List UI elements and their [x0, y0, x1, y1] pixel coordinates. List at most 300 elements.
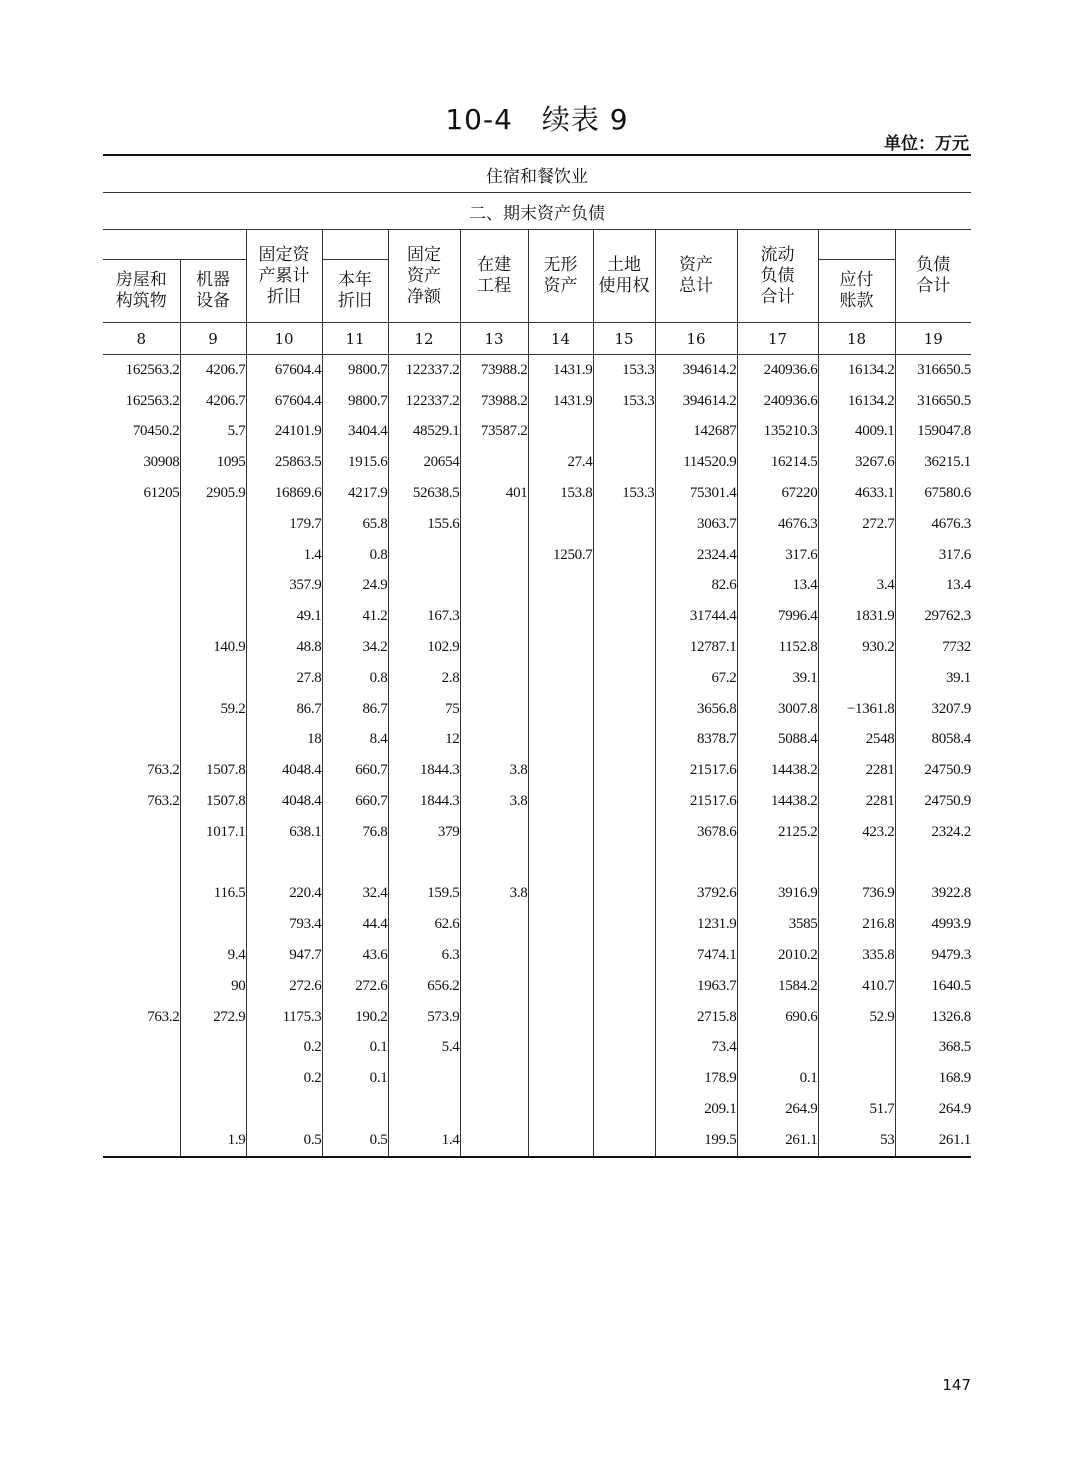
table-cell: 1640.5 — [895, 971, 971, 1002]
table-cell: 1250.7 — [528, 540, 593, 571]
table-cell — [103, 1094, 180, 1125]
table-cell: 947.7 — [246, 940, 322, 971]
table-cell: 3916.9 — [737, 879, 818, 910]
table-cell — [593, 417, 655, 448]
table-cell: 660.7 — [322, 786, 388, 817]
table-cell: 90 — [180, 971, 246, 1002]
table-cell — [593, 817, 655, 848]
table-cell — [180, 1063, 246, 1094]
table-cell: 656.2 — [388, 971, 460, 1002]
table-row — [103, 355, 971, 386]
table-cell: 25863.5 — [246, 447, 322, 478]
table-row — [103, 725, 971, 756]
table-cell: 73587.2 — [460, 417, 528, 448]
table-cell: 1431.9 — [528, 386, 593, 417]
table-cell: 53 — [818, 1125, 895, 1157]
table-cell: 3922.8 — [895, 879, 971, 910]
table-cell: 73.4 — [655, 1033, 737, 1064]
table-cell: 423.2 — [818, 817, 895, 848]
table-cell: 140.9 — [180, 632, 246, 663]
table-cell: 14438.2 — [737, 755, 818, 786]
table-cell: 29762.3 — [895, 601, 971, 632]
table-cell: 0.8 — [322, 663, 388, 694]
table-cell: 690.6 — [737, 1002, 818, 1033]
table-cell: 3207.9 — [895, 694, 971, 725]
table-cell: 65.8 — [322, 509, 388, 540]
table-cell: 0.2 — [246, 1033, 322, 1064]
table-row — [103, 663, 971, 694]
table-cell: 4206.7 — [180, 355, 246, 386]
table-row — [103, 417, 971, 448]
table-cell — [103, 509, 180, 540]
column-number: 15 — [593, 323, 655, 355]
table-row — [103, 1094, 971, 1125]
table-cell: 24750.9 — [895, 755, 971, 786]
table-row — [103, 755, 971, 786]
table-cell: 6.3 — [388, 940, 460, 971]
table-cell: 272.6 — [246, 971, 322, 1002]
table-cell: 3.8 — [460, 786, 528, 817]
table-cell: 67220 — [737, 478, 818, 509]
table-cell — [528, 909, 593, 940]
table-cell: 9.4 — [180, 940, 246, 971]
table-cell: 2281 — [818, 755, 895, 786]
table-cell — [388, 1094, 460, 1125]
table-cell — [103, 540, 180, 571]
table-cell: 86.7 — [246, 694, 322, 725]
table-cell: 167.3 — [388, 601, 460, 632]
table-cell: 76.8 — [322, 817, 388, 848]
table-row — [103, 909, 971, 940]
table-cell: 1326.8 — [895, 1002, 971, 1033]
table-cell: 240936.6 — [737, 355, 818, 386]
table-cell — [246, 1094, 322, 1125]
section-label: 二、期末资产负债 — [103, 193, 971, 230]
table-cell: 51.7 — [818, 1094, 895, 1125]
table-cell: 179.7 — [246, 509, 322, 540]
table-cell: 13.4 — [737, 571, 818, 602]
table-cell: 162563.2 — [125, 361, 180, 378]
table-cell: 0.1 — [737, 1063, 818, 1094]
column-header: 无形 资产 — [528, 230, 593, 323]
table-cell — [528, 879, 593, 910]
table-cell: 27.4 — [528, 447, 593, 478]
table-cell — [103, 601, 180, 632]
table-cell: 122337.2 — [388, 386, 460, 417]
table-cell: 5088.4 — [737, 725, 818, 756]
table-row — [103, 386, 971, 417]
table-row — [103, 509, 971, 540]
table-cell: 1095 — [180, 447, 246, 478]
column-number: 14 — [528, 323, 593, 355]
table-row — [103, 447, 971, 478]
table-cell: 261.1 — [737, 1125, 818, 1157]
table-cell: 335.8 — [818, 940, 895, 971]
data-table — [103, 154, 971, 1158]
table-cell: 1507.8 — [180, 755, 246, 786]
header-spacer — [180, 230, 246, 260]
table-cell: 9479.3 — [895, 940, 971, 971]
table-cell: 14438.2 — [737, 786, 818, 817]
table-cell — [528, 786, 593, 817]
column-number: 19 — [895, 323, 971, 355]
table-cell — [593, 879, 655, 910]
column-number: 16 — [655, 323, 737, 355]
table-cell: 3656.8 — [655, 694, 737, 725]
table-cell: 86.7 — [322, 694, 388, 725]
table-cell — [103, 725, 180, 756]
table-cell: 153.3 — [593, 478, 655, 509]
table-cell: 12 — [388, 725, 460, 756]
table-cell: 159047.8 — [895, 417, 971, 448]
table-cell — [322, 1094, 388, 1125]
table-cell — [388, 540, 460, 571]
table-cell: 32.4 — [322, 879, 388, 910]
table-cell — [528, 1125, 593, 1157]
table-cell — [655, 848, 737, 879]
table-cell — [593, 848, 655, 879]
table-cell: 67604.4 — [246, 355, 322, 386]
table-cell — [460, 1002, 528, 1033]
table-cell — [593, 786, 655, 817]
table-cell: 75 — [388, 694, 460, 725]
table-cell — [460, 1094, 528, 1125]
table-cell — [460, 663, 528, 694]
table-cell: 44.4 — [322, 909, 388, 940]
column-header: 机器 设备 — [180, 260, 246, 323]
column-header: 流动 负债 合计 — [737, 230, 818, 323]
column-number: 9 — [180, 323, 246, 355]
table-cell: 24101.9 — [246, 417, 322, 448]
table-cell: 0.1 — [322, 1033, 388, 1064]
table-cell — [180, 909, 246, 940]
table-cell: 27.8 — [246, 663, 322, 694]
table-cell: 114520.9 — [655, 447, 737, 478]
table-cell — [180, 509, 246, 540]
table-cell — [593, 663, 655, 694]
table-cell — [593, 1094, 655, 1125]
table-cell: 70450.2 — [132, 423, 180, 440]
table-cell — [593, 447, 655, 478]
table-cell — [737, 848, 818, 879]
column-number: 17 — [737, 323, 818, 355]
table-cell — [593, 694, 655, 725]
table-cell: 52.9 — [818, 1002, 895, 1033]
table-cell: 3585 — [737, 909, 818, 940]
table-cell: 2715.8 — [655, 1002, 737, 1033]
table-cell: 82.6 — [655, 571, 737, 602]
table-cell — [593, 725, 655, 756]
table-cell: 357.9 — [246, 571, 322, 602]
table-cell: 116.5 — [180, 879, 246, 910]
table-cell — [388, 1063, 460, 1094]
table-cell: 16134.2 — [818, 355, 895, 386]
table-cell: 1175.3 — [246, 1002, 322, 1033]
table-cell: 220.4 — [246, 879, 322, 910]
column-header: 资产 总计 — [655, 230, 737, 323]
table-cell — [103, 694, 180, 725]
table-cell: 379 — [388, 817, 460, 848]
table-cell: 1431.9 — [528, 355, 593, 386]
table-row — [103, 540, 971, 571]
table-cell: 4993.9 — [895, 909, 971, 940]
table-row — [103, 786, 971, 817]
table-cell — [460, 571, 528, 602]
table-cell: 2905.9 — [180, 478, 246, 509]
table-cell: 4676.3 — [737, 509, 818, 540]
table-cell: 7996.4 — [737, 601, 818, 632]
table-cell: 1.4 — [246, 540, 322, 571]
table-cell: 178.9 — [655, 1063, 737, 1094]
table-cell: 2281 — [818, 786, 895, 817]
table-cell — [593, 1033, 655, 1064]
table-cell — [528, 940, 593, 971]
table-cell — [388, 848, 460, 879]
table-cell: 102.9 — [388, 632, 460, 663]
table-cell: 0.2 — [246, 1063, 322, 1094]
table-cell: 36215.1 — [895, 447, 971, 478]
table-cell — [593, 571, 655, 602]
table-cell: 2324.4 — [655, 540, 737, 571]
table-row — [103, 879, 971, 910]
table-cell: 216.8 — [818, 909, 895, 940]
table-cell — [103, 848, 180, 879]
table-cell — [246, 848, 322, 879]
table-cell: 4676.3 — [895, 509, 971, 540]
table-cell: 61205 — [143, 485, 180, 502]
table-cell: 39.1 — [895, 663, 971, 694]
header-spacer — [322, 230, 388, 260]
column-number: 12 — [388, 323, 460, 355]
table-cell: 763.2 — [147, 762, 180, 779]
table-cell — [593, 971, 655, 1002]
table-cell: 5.4 — [388, 1033, 460, 1064]
table-cell: 3.4 — [818, 571, 895, 602]
table-row — [103, 971, 971, 1002]
table-cell — [180, 848, 246, 879]
column-number: 10 — [246, 323, 322, 355]
table-cell — [103, 632, 180, 663]
table-cell: 30908 — [143, 454, 180, 471]
table-cell: 240936.6 — [737, 386, 818, 417]
table-cell: 168.9 — [895, 1063, 971, 1094]
table-cell — [103, 663, 180, 694]
table-cell: 930.2 — [818, 632, 895, 663]
table-cell: −1361.8 — [818, 694, 895, 725]
table-cell — [388, 571, 460, 602]
table-cell: 3007.8 — [737, 694, 818, 725]
table-cell — [528, 971, 593, 1002]
table-cell — [528, 848, 593, 879]
table-cell: 21517.6 — [655, 786, 737, 817]
header-spacer — [103, 230, 180, 260]
column-number: 13 — [460, 323, 528, 355]
table-cell — [895, 848, 971, 879]
table-cell — [593, 1125, 655, 1157]
table-cell — [528, 601, 593, 632]
table-cell: 2548 — [818, 725, 895, 756]
table-cell: 162563.2 — [125, 392, 180, 409]
table-cell: 122337.2 — [388, 355, 460, 386]
column-header: 在建 工程 — [460, 230, 528, 323]
table-cell: 0.8 — [322, 540, 388, 571]
table-cell: 3678.6 — [655, 817, 737, 848]
table-cell — [103, 971, 180, 1002]
table-cell: 2324.2 — [895, 817, 971, 848]
table-cell: 3792.6 — [655, 879, 737, 910]
table-cell: 4048.4 — [246, 755, 322, 786]
table-cell: 43.6 — [322, 940, 388, 971]
table-cell: 31744.4 — [655, 601, 737, 632]
table-cell: 13.4 — [895, 571, 971, 602]
table-cell: 3.8 — [460, 755, 528, 786]
table-row — [103, 632, 971, 663]
table-cell: 1152.8 — [737, 632, 818, 663]
table-cell: 209.1 — [655, 1094, 737, 1125]
column-number: 18 — [818, 323, 895, 355]
table-cell — [460, 1063, 528, 1094]
table-cell: 41.2 — [322, 601, 388, 632]
table-cell: 1831.9 — [818, 601, 895, 632]
table-row — [103, 848, 971, 879]
table-cell — [460, 909, 528, 940]
table-cell — [528, 417, 593, 448]
table-cell — [103, 571, 180, 602]
table-cell: 24.9 — [322, 571, 388, 602]
table-cell: 410.7 — [818, 971, 895, 1002]
column-header: 本年 折旧 — [322, 260, 388, 323]
table-cell: 1844.3 — [388, 786, 460, 817]
page-number: 147 — [942, 1376, 971, 1394]
table-cell: 1915.6 — [322, 447, 388, 478]
table-row — [103, 1125, 971, 1157]
table-cell — [593, 632, 655, 663]
table-cell: 12787.1 — [655, 632, 737, 663]
table-cell: 261.1 — [895, 1125, 971, 1157]
table-cell — [528, 1063, 593, 1094]
table-cell: 2125.2 — [737, 817, 818, 848]
table-cell — [593, 940, 655, 971]
table-cell — [528, 1002, 593, 1033]
table-cell — [528, 1094, 593, 1125]
table-cell — [818, 1063, 895, 1094]
table-row — [103, 694, 971, 725]
table-cell — [528, 694, 593, 725]
table-cell: 4206.7 — [180, 386, 246, 417]
table-cell: 9800.7 — [322, 355, 388, 386]
table-cell: 1.4 — [388, 1125, 460, 1157]
table-cell — [818, 1033, 895, 1064]
table-cell: 48529.1 — [388, 417, 460, 448]
table-cell: 142687 — [655, 417, 737, 448]
table-cell: 16214.5 — [737, 447, 818, 478]
table-cell: 153.8 — [528, 478, 593, 509]
table-cell: 2010.2 — [737, 940, 818, 971]
page-title: 10-4 续表 9 — [445, 103, 629, 136]
table-cell: 7732 — [895, 632, 971, 663]
table-cell — [818, 848, 895, 879]
column-header: 土地 使用权 — [593, 230, 655, 323]
table-cell — [180, 540, 246, 571]
table-cell: 4048.4 — [246, 786, 322, 817]
table-cell: 3404.4 — [322, 417, 388, 448]
table-cell — [460, 509, 528, 540]
table-cell: 4009.1 — [818, 417, 895, 448]
table-cell: 3.8 — [460, 879, 528, 910]
table-cell: 16134.2 — [818, 386, 895, 417]
table-cell: 18 — [246, 725, 322, 756]
table-cell: 763.2 — [147, 793, 180, 810]
table-cell — [528, 663, 593, 694]
table-cell: 67604.4 — [246, 386, 322, 417]
table-cell: 317.6 — [895, 540, 971, 571]
table-cell: 1017.1 — [180, 817, 246, 848]
table-row — [103, 1002, 971, 1033]
column-header: 固定 资产 净额 — [388, 230, 460, 323]
table-cell — [528, 1033, 593, 1064]
table-cell: 3267.6 — [818, 447, 895, 478]
table-cell — [180, 601, 246, 632]
table-cell — [460, 1033, 528, 1064]
table-cell: 763.2 — [147, 1008, 180, 1025]
table-cell: 368.5 — [895, 1033, 971, 1064]
table-cell: 199.5 — [655, 1125, 737, 1157]
table-cell: 159.5 — [388, 879, 460, 910]
unit-label: 单位：万元 — [884, 134, 969, 154]
table-cell — [593, 1002, 655, 1033]
table-cell: 793.4 — [246, 909, 322, 940]
table-cell: 16869.6 — [246, 478, 322, 509]
table-cell: 0.5 — [246, 1125, 322, 1157]
table-cell — [528, 755, 593, 786]
table-cell: 1584.2 — [737, 971, 818, 1002]
table-cell — [818, 663, 895, 694]
table-cell: 1.9 — [180, 1125, 246, 1157]
table-cell: 317.6 — [737, 540, 818, 571]
table-cell: 8.4 — [322, 725, 388, 756]
table-cell — [103, 909, 180, 940]
table-cell — [180, 1033, 246, 1064]
table-cell — [103, 1033, 180, 1064]
table-cell — [180, 571, 246, 602]
table-cell — [818, 540, 895, 571]
table-cell: 48.8 — [246, 632, 322, 663]
table-cell: 272.7 — [818, 509, 895, 540]
table-cell — [528, 509, 593, 540]
table-cell: 394614.2 — [655, 355, 737, 386]
table-cell — [460, 940, 528, 971]
table-cell — [528, 571, 593, 602]
table-cell: 153.3 — [593, 386, 655, 417]
table-row — [103, 1063, 971, 1094]
column-header: 房屋和 构筑物 — [115, 270, 167, 311]
table-cell: 39.1 — [737, 663, 818, 694]
table-cell — [460, 632, 528, 663]
column-header: 应付 账款 — [818, 260, 895, 323]
table-cell: 135210.3 — [737, 417, 818, 448]
table-cell: 3063.7 — [655, 509, 737, 540]
table-cell: 5.7 — [180, 417, 246, 448]
table-cell: 638.1 — [246, 817, 322, 848]
column-header: 固定资 产累计 折旧 — [246, 230, 322, 323]
table-cell — [593, 540, 655, 571]
table-cell: 7474.1 — [655, 940, 737, 971]
table-cell: 272.9 — [180, 1002, 246, 1033]
table-cell — [737, 1033, 818, 1064]
table-cell — [180, 1094, 246, 1125]
table-cell — [180, 725, 246, 756]
column-number: 11 — [322, 323, 388, 355]
